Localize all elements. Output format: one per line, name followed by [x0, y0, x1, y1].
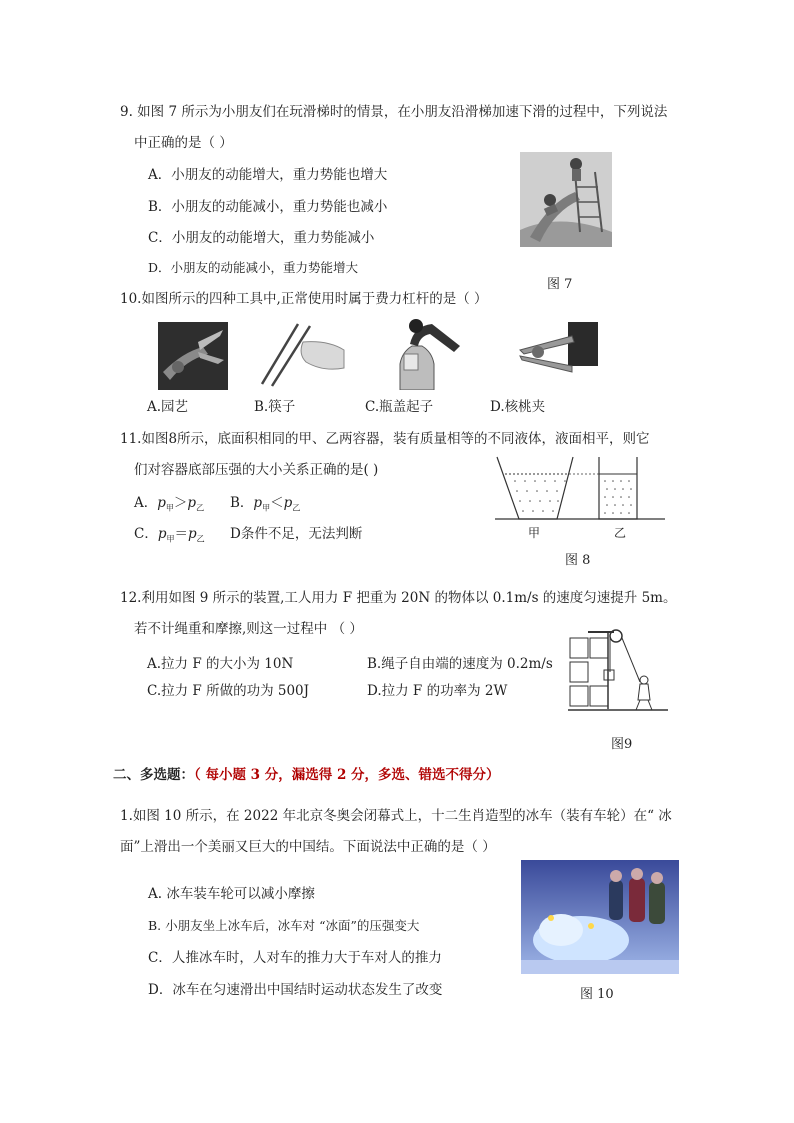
nutcracker-figure	[512, 322, 598, 380]
q10-option-d: D.核桃夹	[490, 399, 546, 415]
fig7-caption: 图 7	[547, 277, 573, 292]
q9-option-b: B．小朋友的动能减小，重力势能也减小	[148, 199, 388, 215]
q11-option-d: D条件不足，无法判断	[230, 526, 363, 542]
q10-option-a: A.园艺	[147, 399, 189, 415]
bottle-opener-figure	[392, 316, 464, 390]
q12-option-d: D.拉力 F 的功率为 2W	[367, 683, 508, 699]
q9-stem-line2: 中正确的是（ ）	[134, 135, 233, 151]
m1-stem-line2: 面”上滑出一个美丽又巨大的中国结。下面说法中正确的是（ ）	[120, 839, 496, 855]
fig8-caption: 图 8	[565, 553, 591, 568]
q10-option-c: C.瓶盖起子	[365, 399, 434, 415]
q11-option-c: C．$p_甲=p_乙$	[134, 526, 205, 544]
q12-option-b: B.绳子自由端的速度为 0.2m/s	[367, 656, 553, 672]
q11-stem-line2: 们对容器底部压强的大小关系正确的是( )	[134, 462, 379, 478]
q11-label-jia: 甲	[528, 526, 541, 540]
q11-option-a: A．$p_甲>p_乙$	[134, 495, 205, 513]
q9-option-c: C．小朋友的动能增大，重力势能减小	[148, 230, 375, 246]
q10-option-b: B.筷子	[254, 399, 296, 415]
q10-stem: 10.如图所示的四种工具中,正常使用时属于费力杠杆的是（ ）	[120, 291, 488, 307]
fig9-caption: 图9	[611, 737, 633, 752]
m1-option-d: D．冰车在匀速滑出中国结时运动状态发生了改变	[148, 982, 443, 998]
q9-option-a: A．小朋友的动能增大，重力势能也增大	[148, 167, 388, 183]
q11-stem-line1: 11.如图8所示，底面积相同的甲、乙两容器，装有质量相等的不同液体，液面相平，则它	[120, 431, 650, 447]
m1-option-b: B. 小朋友坐上冰车后，冰车对 “冰面”的压强变大	[148, 918, 420, 933]
m1-stem-line1: 1.如图 10 所示，在 2022 年北京冬奥会闭幕式上，十二生肖造型的冰车（装有车轮）在“ 冰	[120, 808, 672, 824]
section-heading: 二、多选题：（ 每小题 3 分，漏选得 2 分，多选、错选不得分）	[113, 767, 500, 783]
m1-option-a: A. 冰车装车轮可以减小摩擦	[148, 886, 315, 902]
q11-option-b: B．$p_甲<p_乙$	[230, 495, 301, 513]
garden-shears-figure	[158, 322, 228, 390]
pulley-figure	[568, 614, 668, 712]
q9-option-d: D．小朋友的动能减小，重力势能增大	[148, 260, 359, 275]
chopsticks-figure	[258, 322, 346, 390]
fig10-caption: 图 10	[580, 987, 614, 1002]
ice-car-photo	[521, 860, 679, 974]
m1-option-c: C．人推冰车时，人对车的推力大于车对人的推力	[148, 950, 442, 966]
q9-stem-line1: 9. 如图 7 所示为小朋友们在玩滑梯时的情景，在小朋友沿滑梯加速下滑的过程中，下列说法	[120, 104, 668, 120]
q12-stem-line1: 12.利用如图 9 所示的装置,工人用力 F 把重为 20N 的物体以 0.1m/s 的速度匀速提升 5m。	[120, 590, 677, 606]
q12-option-a: A.拉力 F 的大小为 10N	[147, 656, 294, 672]
q12-option-c: C.拉力 F 所做的功为 500J	[147, 683, 310, 699]
q12-stem-line2: 若不计绳重和摩擦,则这一过程中 （ ）	[134, 621, 363, 637]
q11-label-yi: 乙	[614, 526, 627, 540]
containers-figure	[495, 455, 665, 525]
slide-figure	[520, 152, 612, 247]
